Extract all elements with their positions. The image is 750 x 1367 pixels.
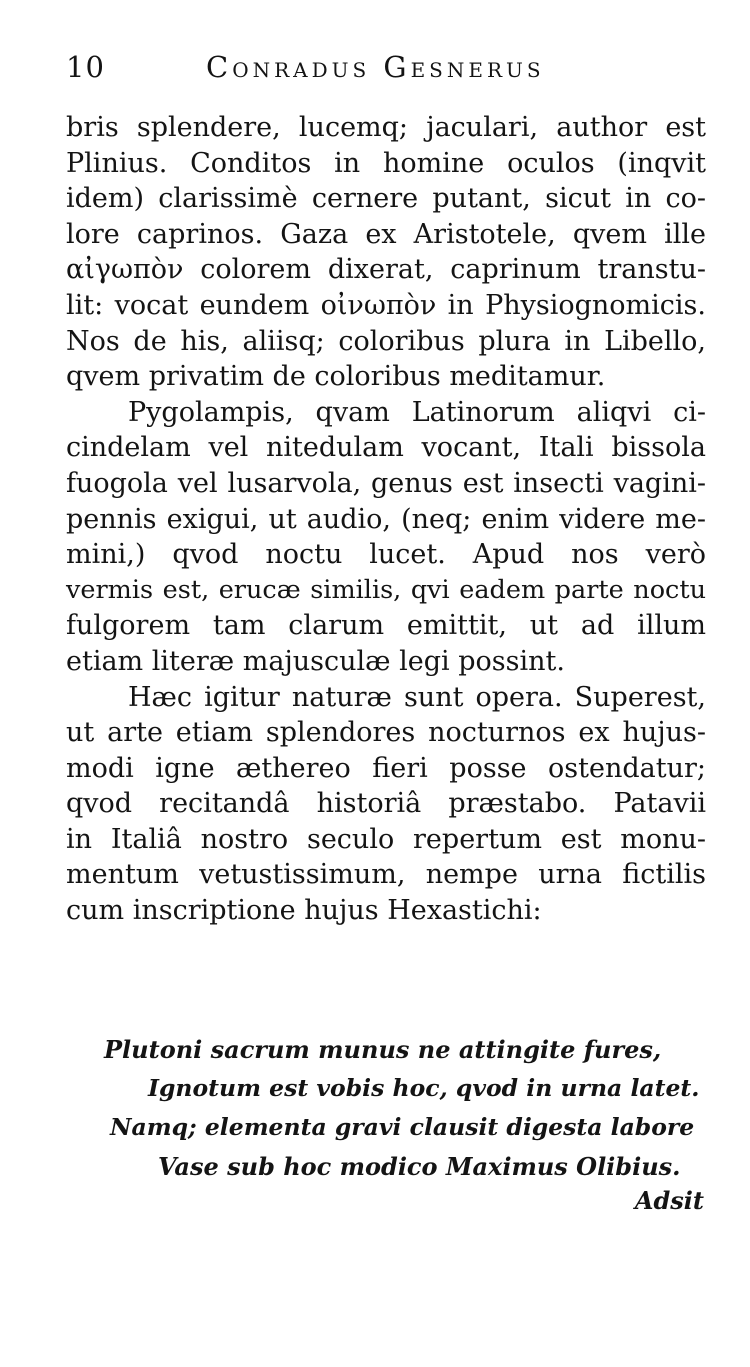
- text-line: Hæc igitur naturæ sunt opera. Superest,: [128, 681, 706, 713]
- running-head: [66, 50, 686, 90]
- text-line: ut arte etiam splendores nocturnos ex hujus-: [66, 717, 706, 749]
- verse-line: Namq; elementa gravi clausit digesta labore: [110, 1113, 695, 1141]
- text-line: idem) clarissimè cernere putant, sicut in co-: [66, 183, 706, 215]
- hexastichon-verses: [66, 1030, 706, 1186]
- text-line: lore caprinos. Gaza ex Aristotele, qvem ille: [66, 218, 706, 250]
- text-line: qvod recitandâ historiâ præstabo. Patavii: [66, 788, 706, 820]
- text-line: Pygolampis, qvam Latinorum aliqvi ci-: [128, 396, 706, 428]
- verse-line: Ignotum est vobis hoc, qvod in urna latet.: [148, 1074, 700, 1102]
- text-line: cum inscriptione hujus Hexastichi:: [66, 895, 542, 927]
- running-title: Conradus Gesnerus: [206, 50, 545, 84]
- text-line: etiam literæ majusculæ legi possint.: [66, 645, 565, 677]
- text-line: mentum vetustissimum, nempe urna fictilis: [66, 859, 706, 891]
- body-text: [66, 110, 706, 929]
- text-line: in Italiâ nostro seculo repertum est monu-: [66, 823, 706, 855]
- page-number: 10: [66, 50, 105, 84]
- verse-line: Plutoni sacrum munus ne attingite fures,: [104, 1035, 662, 1064]
- text-line: lit: vocat eundem οἰνωπὸν in Physiognomicis.: [66, 289, 706, 321]
- text-line: bris splendere, lucemq; jaculari, author est: [66, 112, 706, 143]
- text-line: Plinius. Conditos in homine oculos (inqvit: [66, 147, 706, 179]
- text-line: qvem privatim de coloribus meditamur.: [66, 361, 606, 393]
- catchword: Adsit: [634, 1186, 704, 1215]
- text-line: mini,) qvod noctu lucet. Apud nos verò: [66, 539, 706, 571]
- text-line: modi igne æthereo fieri posse ostendatur;: [66, 752, 706, 784]
- verse-line: Vase sub hoc modico Maximus Olibius.: [158, 1152, 681, 1181]
- text-line: vermis est, erucæ similis, qvi eadem parte noctu: [66, 574, 706, 605]
- text-line: fuogola vel lusarvola, genus est insecti vagini-: [66, 467, 706, 499]
- text-line: fulgorem tam clarum emittit, ut ad illum: [66, 610, 706, 642]
- text-line: pennis exigui, ut audio, (neq; enim videre me-: [66, 503, 706, 535]
- text-line: cindelam vel nitedulam vocant, Itali bissola: [66, 432, 706, 464]
- text-line: αἰγωπὸν colorem dixerat, caprinum transtu-: [66, 254, 706, 286]
- text-line: Nos de his, aliisq; coloribus plura in Libello,: [66, 325, 706, 357]
